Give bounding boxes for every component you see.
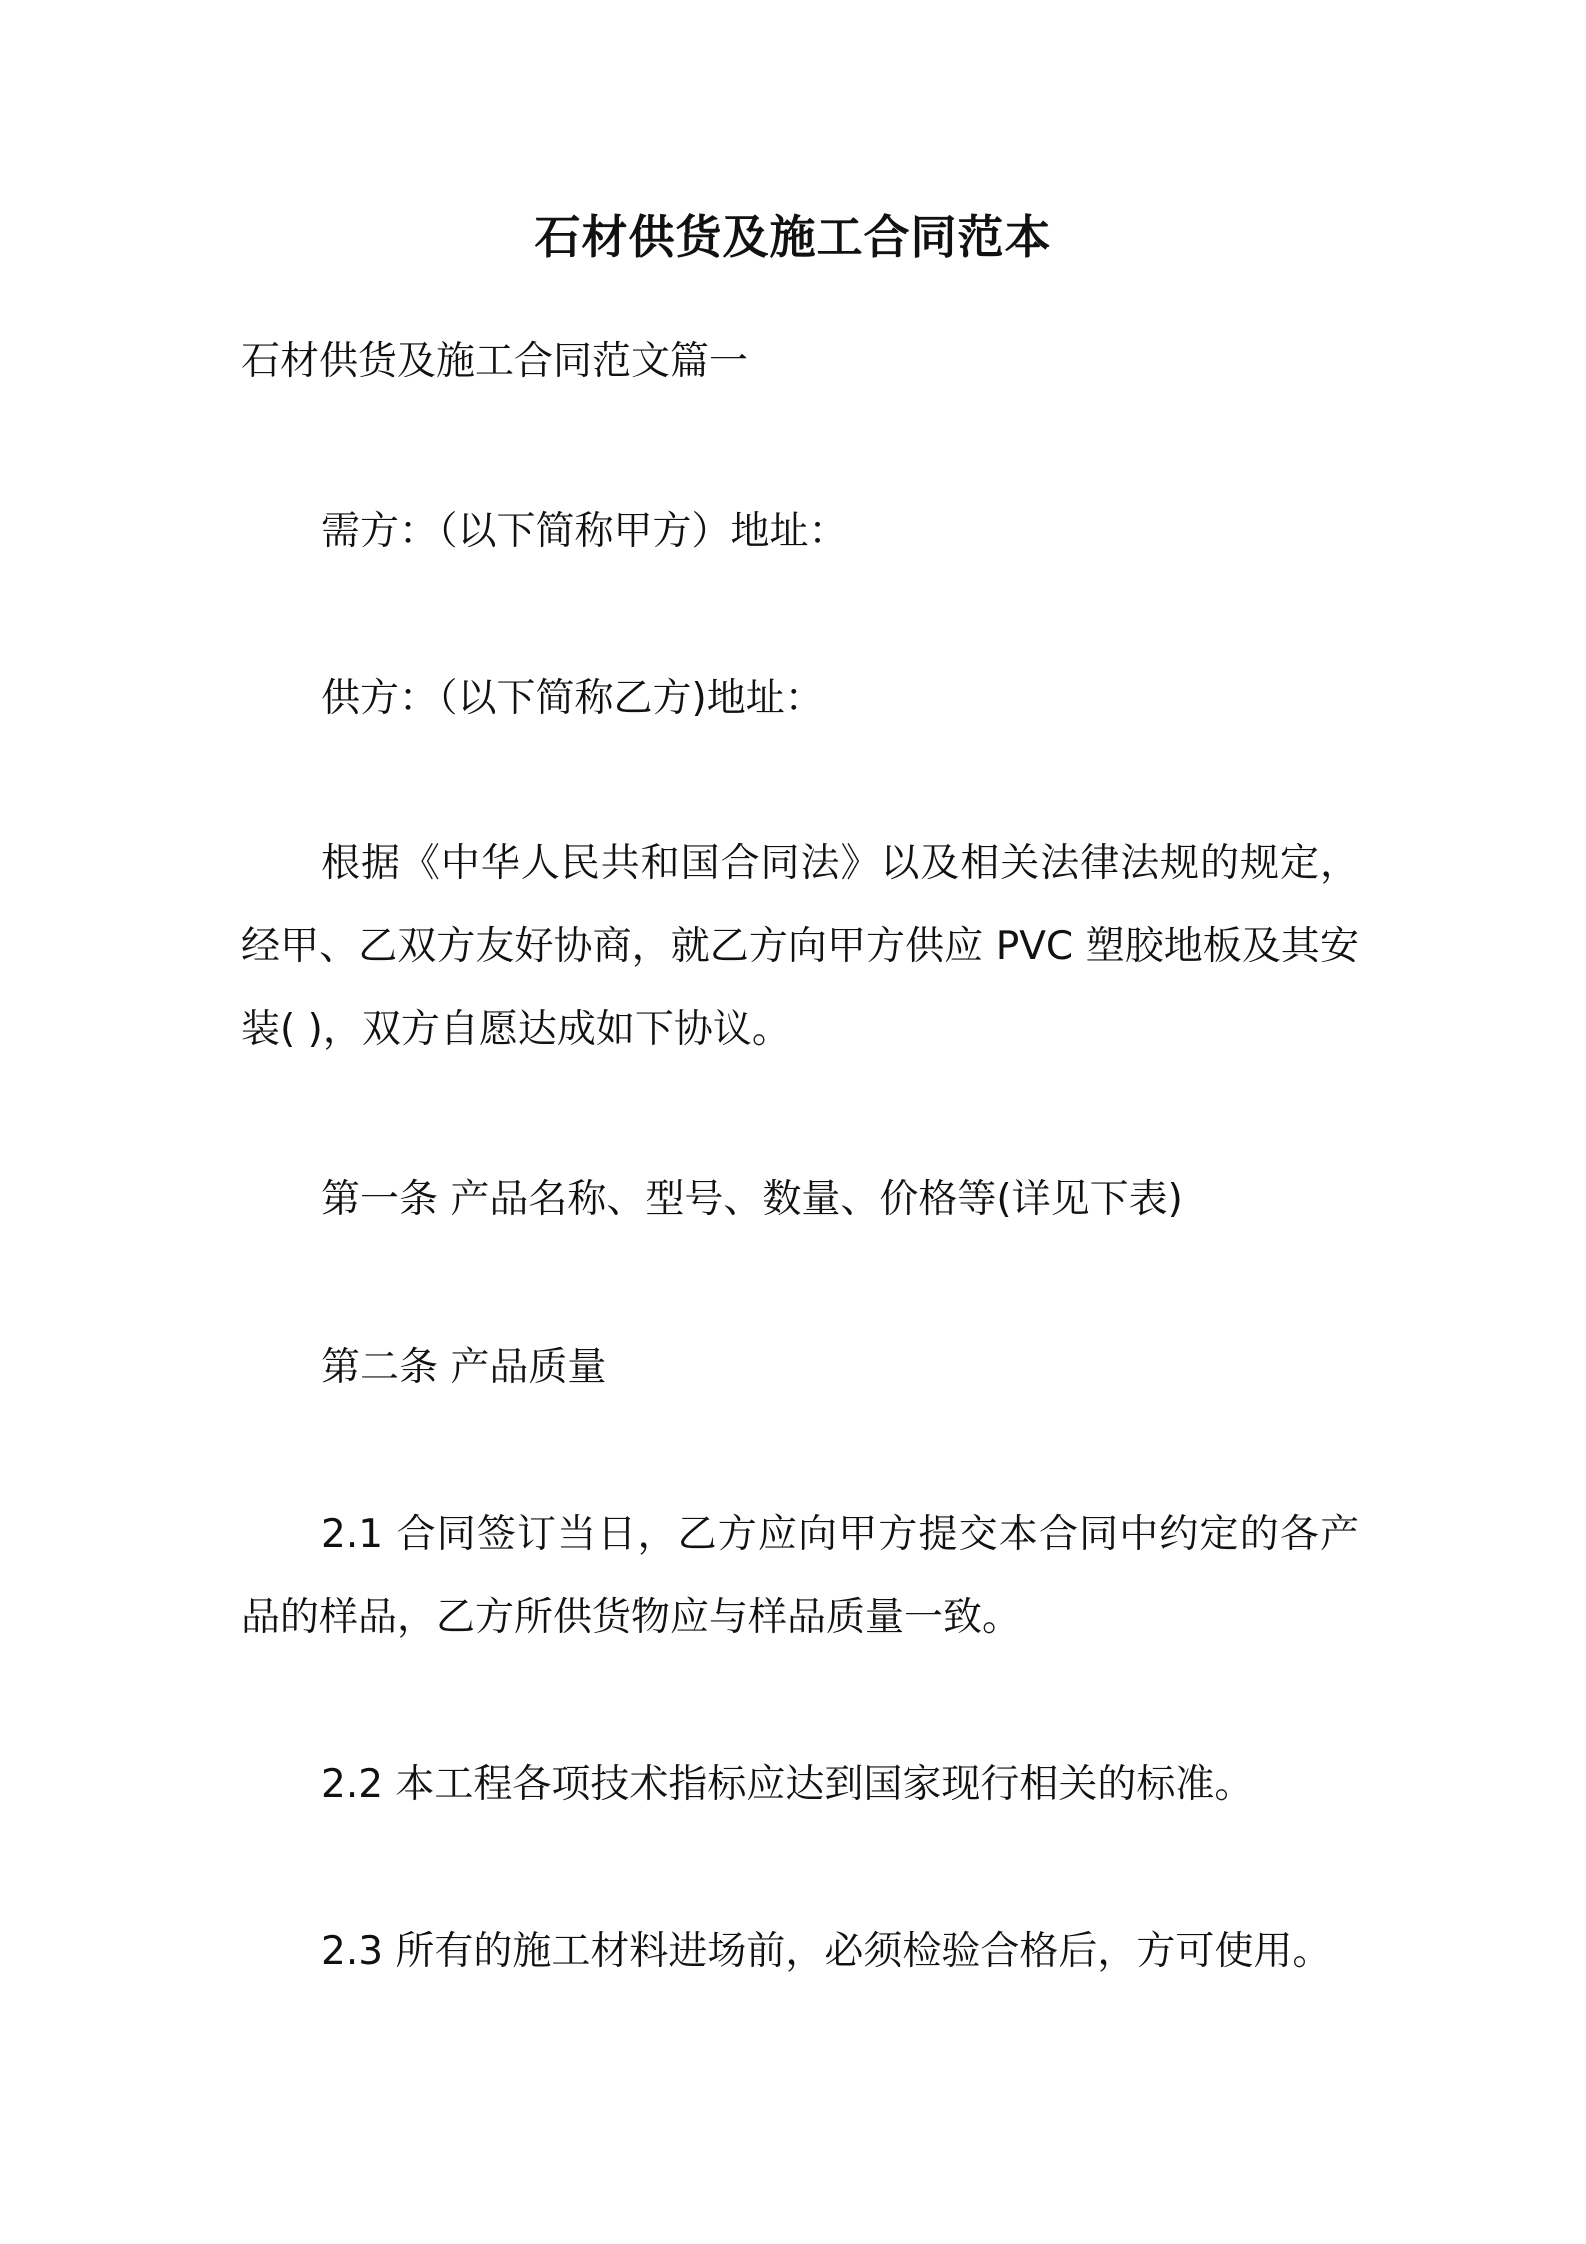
document-subtitle: 石材供货及施工合同范文篇一 — [241, 339, 749, 384]
paragraph-demander: 需方：（以下简称甲方）地址： — [321, 509, 848, 554]
paragraph-preamble: 根据《中华人民共和国合同法》以及相关法律法规的规定，经甲、乙双方友好协商，就乙方向甲方供应 PVC 塑胶地板及其安装( )，双方自愿达成如下协议。 — [241, 841, 1359, 1052]
paragraph-clause-2-1: 2.1 合同签订当日，乙方应向甲方提交本合同中约定的各产品的样品，乙方所供货物应与样品质量一致。 — [241, 1512, 1359, 1640]
paragraph-clause-2-2: 2.2 本工程各项技术指标应达到国家现行相关的标准。 — [321, 1762, 1254, 1807]
paragraph-clause-2-3: 2.3 所有的施工材料进场前，必须检验合格后，方可使用。 — [321, 1929, 1332, 1974]
paragraph-supplier: 供方：（以下简称乙方)地址： — [321, 676, 824, 721]
paragraph-article-2: 第二条 产品质量 — [321, 1345, 607, 1390]
document-title: 石材供货及施工合同范本 — [534, 210, 1052, 264]
paragraph-article-1: 第一条 产品名称、型号、数量、价格等(详见下表) — [321, 1177, 1183, 1222]
